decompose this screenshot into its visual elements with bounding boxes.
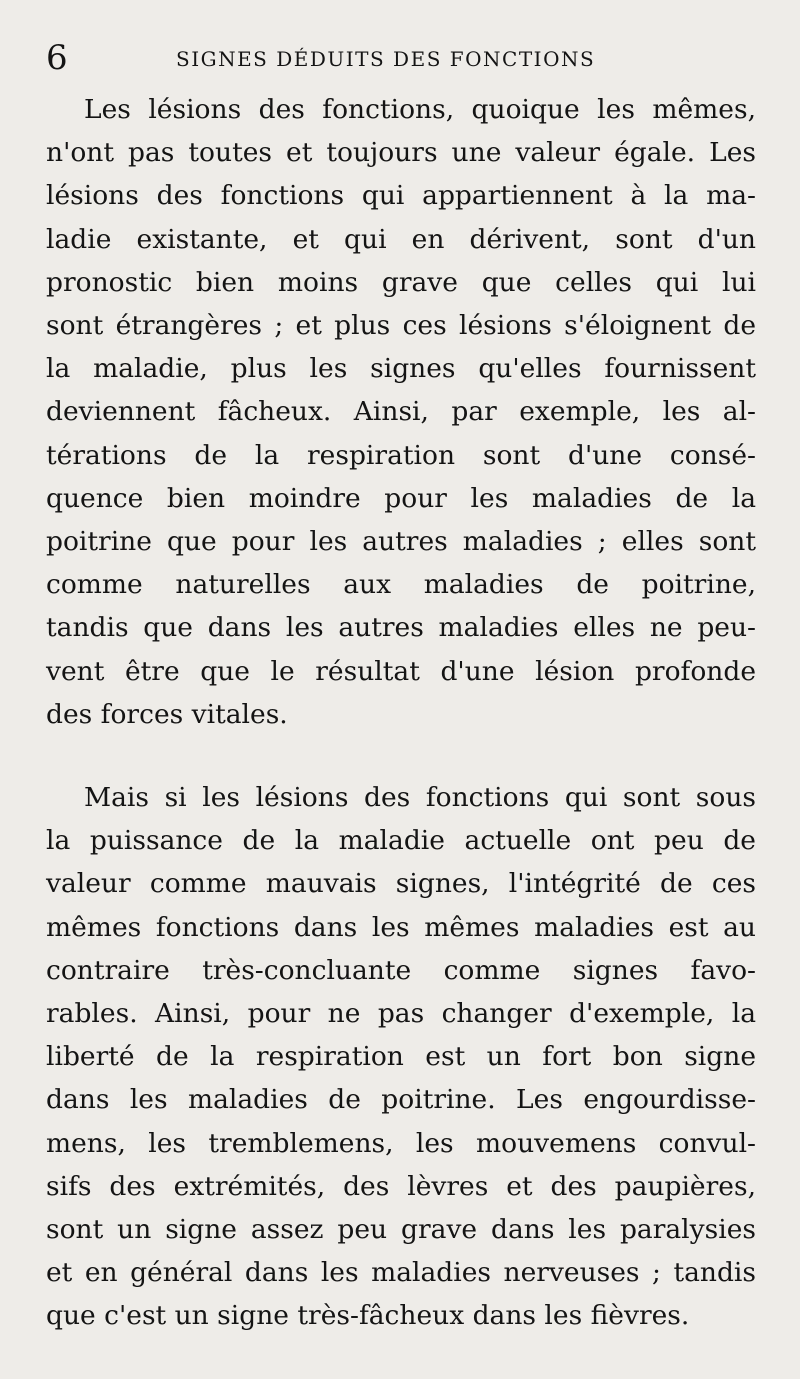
- text-line: et en général dans les maladies nerveuses ; tandis: [46, 1257, 756, 1289]
- page-body: [46, 88, 756, 1338]
- page-number: 6: [46, 38, 68, 78]
- text-line: ladie existante, et qui en dérivent, sont d'un: [46, 223, 756, 255]
- paragraph-2: [46, 776, 756, 1338]
- text-line: térations de la respiration sont d'une consé-: [46, 439, 756, 471]
- text-line: liberté de la respiration est un fort bon signe: [46, 1041, 756, 1073]
- text-line: la puissance de la maladie actuelle ont peu de: [46, 825, 756, 857]
- text-line: comme naturelles aux maladies de poitrine,: [46, 569, 756, 601]
- running-title: SIGNES DÉDUITS DES FONCTIONS: [176, 47, 596, 71]
- text-line: que c'est un signe très-fâcheux dans les fièvres.: [46, 1300, 690, 1332]
- text-line: dans les maladies de poitrine. Les engourdisse-: [46, 1084, 756, 1116]
- text-line: vent être que le résultat d'une lésion profonde: [46, 655, 756, 687]
- text-line: sont un signe assez peu grave dans les paralysies: [46, 1214, 756, 1246]
- text-line: poitrine que pour les autres maladies ; elles sont: [46, 526, 756, 558]
- text-line: mens, les tremblemens, les mouvemens convul-: [46, 1127, 756, 1159]
- text-line: mêmes fonctions dans les mêmes maladies est au: [46, 911, 756, 943]
- text-line: sont étrangères ; et plus ces lésions s'éloignent de: [46, 310, 756, 342]
- text-line: Les lésions des fonctions, quoique les mêmes,: [84, 94, 756, 125]
- text-line: n'ont pas toutes et toujours une valeur égale. Les: [46, 137, 756, 169]
- text-line: lésions des fonctions qui appartiennent à la ma-: [46, 180, 756, 212]
- text-line: contraire très-concluante comme signes favo-: [46, 954, 756, 986]
- text-line: quence bien moindre pour les maladies de la: [46, 482, 756, 514]
- text-line: tandis que dans les autres maladies elles ne peu-: [46, 612, 756, 644]
- text-line: pronostic bien moins grave que celles qui lui: [46, 266, 756, 298]
- text-line: valeur comme mauvais signes, l'intégrité de ces: [46, 868, 756, 900]
- text-line: la maladie, plus les signes qu'elles fournissent: [46, 353, 756, 385]
- paragraph-1: [46, 88, 756, 736]
- text-line: deviennent fâcheux. Ainsi, par exemple, les al-: [46, 396, 756, 428]
- text-line: des forces vitales.: [46, 698, 288, 730]
- text-line: sifs des extrémités, des lèvres et des paupières,: [46, 1170, 756, 1202]
- text-line: Mais si les lésions des fonctions qui sont sous: [84, 782, 756, 814]
- running-head: [46, 36, 756, 88]
- text-line: rables. Ainsi, pour ne pas changer d'exemple, la: [46, 998, 756, 1030]
